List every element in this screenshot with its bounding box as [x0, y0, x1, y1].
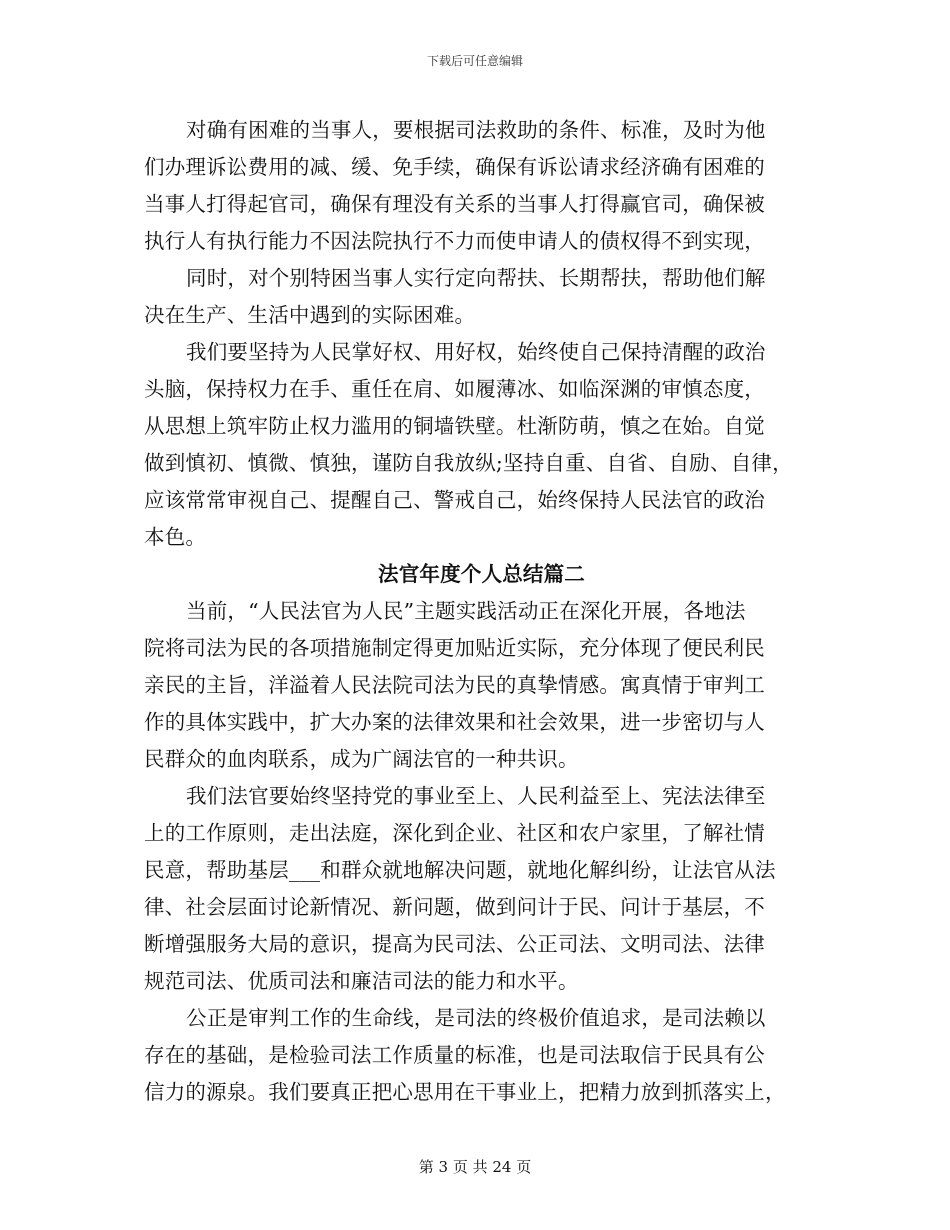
paragraph-line: 同时，对个别特困当事人实行定向帮扶、长期帮扶，帮助他们解: [186, 266, 766, 290]
paragraph-line: 民群众的血肉联系，成为广阔法官的一种共识。: [144, 747, 579, 771]
paragraph-line: 们办理诉讼费用的减、缓、免手续，确保有诉讼请求经济确有困难的: [144, 155, 765, 179]
paragraph-line: 亲民的主旨，洋溢着人民法院司法为民的真挚情感。寓真情于审判工: [144, 673, 765, 697]
paragraph-line: 断增强服务大局的意识，提高为民司法、公正司法、文明司法、法律: [144, 932, 765, 956]
paragraph-line: 当事人打得起官司，确保有理没有关系的当事人打得赢官司，确保被: [144, 192, 765, 216]
paragraph-line: 本色。: [144, 525, 207, 549]
paragraph-line: 从思想上筑牢防止权力滥用的铜墙铁壁。杜渐防萌，慎之在始。自觉: [144, 414, 765, 438]
page-header: 下载后可任意编辑: [426, 54, 523, 68]
paragraph-line: 院将司法为民的各项措施制定得更加贴近实际，充分体现了便民利民: [144, 636, 765, 660]
paragraph-line: 公正是审判工作的生命线，是司法的终极价值追求，是司法赖以: [186, 1006, 766, 1030]
paragraph-line: 做到慎初、慎微、慎独，谨防自我放纵;坚持自重、自省、自励、自律，: [144, 451, 793, 475]
paragraph-line: 当前，“人民法官为人民”主题实践活动正在深化开展，各地法: [186, 599, 746, 623]
paragraph-line: 上的工作原则，走出法庭，深化到企业、社区和农户家里，了解社情: [144, 821, 765, 845]
paragraph-line: 我们要坚持为人民掌好权、用好权，始终使自己保持清醒的政治: [186, 340, 766, 364]
paragraph-line: 头脑，保持权力在手、重任在肩、如履薄冰、如临深渊的审慎态度，: [144, 377, 765, 401]
paragraph-line: 律、社会层面讨论新情况、新问题，做到问计于民、问计于基层，不: [144, 895, 765, 919]
section-heading: 法官年度个人总结篇二: [378, 562, 585, 586]
paragraph-line: 决在生产、生活中遇到的实际困难。: [144, 303, 476, 327]
page-number: 第 3 页 共 24 页: [418, 1158, 532, 1176]
paragraph-line: 执行人有执行能力不因法院执行不力而使申请人的债权得不到实现，: [144, 229, 765, 253]
paragraph-line: 规范司法、优质司法和廉洁司法的能力和水平。: [144, 969, 579, 993]
paragraph-line: 存在的基础，是检验司法工作质量的标准，也是司法取信于民具有公: [144, 1043, 765, 1067]
paragraph-line: 对确有困难的当事人，要根据司法救助的条件、标准，及时为他: [186, 118, 766, 142]
paragraph-line: 我们法官要始终坚持党的事业至上、人民利益至上、宪法法律至: [186, 784, 766, 808]
paragraph-line: 作的具体实践中，扩大办案的法律效果和社会效果，进一步密切与人: [144, 710, 765, 734]
paragraph-line: 信力的源泉。我们要真正把心思用在干事业上，把精力放到抓落实上，: [144, 1080, 786, 1104]
paragraph-line: 应该常常审视自己、提醒自己、警戒自己，始终保持人民法官的政治: [144, 488, 765, 512]
paragraph-line: 民意，帮助基层___和群众就地解决问题，就地化解纠纷，让法官从法: [144, 858, 776, 882]
document-body: [144, 112, 819, 1111]
